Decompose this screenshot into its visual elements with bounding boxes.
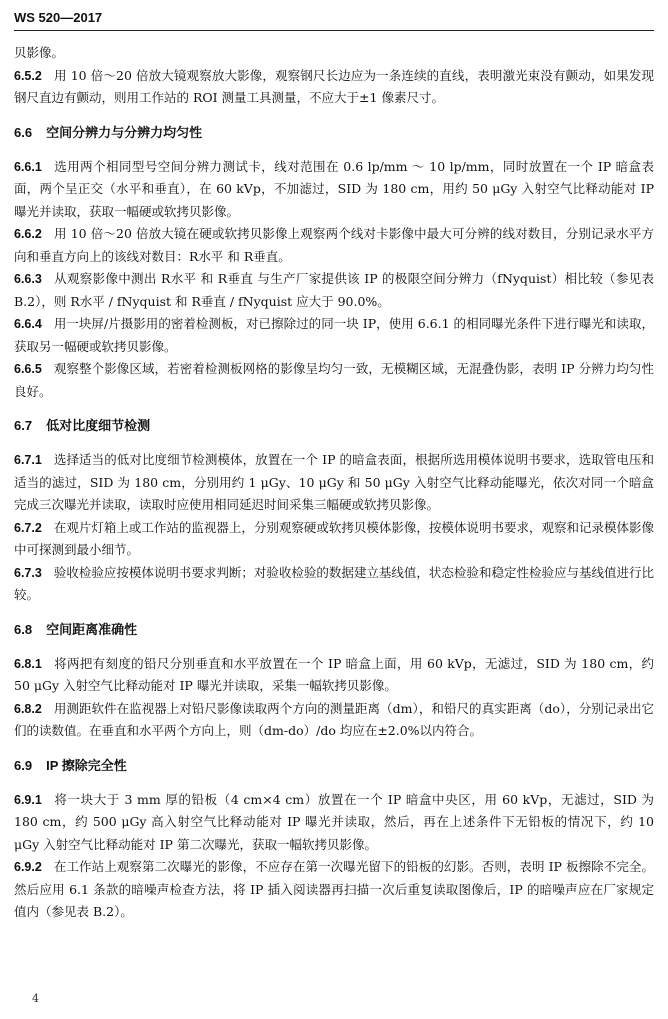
clause-paragraph [14, 358, 654, 403]
clause-paragraph [14, 517, 654, 562]
section-heading [14, 756, 654, 776]
clause-paragraph [14, 562, 654, 607]
clause-paragraph [14, 789, 654, 857]
clause-number: 6.9.1 [14, 792, 42, 807]
clause-number: 6.7.2 [14, 520, 42, 535]
clause-number: 6.8.2 [14, 701, 42, 716]
document-body [14, 42, 654, 924]
clause-text: 用测距软件在监视器上对铅尺影像读取两个方向的测量距离（dm），和铅尺的真实距离（do），分别记录出它们的读数值。在垂直和水平两个方向上，则（dm-do）/do 均应在±2.0%以内符合。 [14, 700, 654, 738]
clause-paragraph [14, 156, 654, 224]
clause-text: 用 10 倍～20 倍放大镜在硬或软拷贝影像上观察两个线对卡影像中最大可分辨的线对数目，分别记录水平方向和垂直方向上的该线对数目：R水平 和 R垂直。 [14, 226, 654, 264]
clause-text: 选用两个相同型号空间分辨力测试卡，线对范围在 0.6 lp/mm ～ 10 lp/mm，同时放置在一个 IP 暗盒表面，两个呈正交（水平和垂直），在 60 kVp，不加滤过，SID 为 180 cm，用约 50 μGy 入射空气比释动能对 IP 曝光并读取，获取一幅硬或软拷贝影像。 [14, 158, 654, 219]
clause-number: 6.8.1 [14, 656, 42, 671]
clause-number: 6.6.4 [14, 317, 42, 331]
clause-paragraph [14, 268, 654, 313]
clause-number: 6.9.2 [14, 860, 42, 874]
clause-paragraph [14, 653, 654, 698]
section-title: 空间分辨力与分辨力均匀性 [46, 124, 203, 140]
clause-number: 6.6.1 [14, 159, 42, 174]
clause-number: 6.6.5 [14, 362, 42, 376]
clause-paragraph [14, 856, 654, 924]
clause-paragraph [14, 313, 654, 358]
page-number: 4 [32, 992, 39, 1005]
clause-number: 6.6.3 [14, 272, 42, 286]
clause-text: 用一块屏/片摄影用的密着检测板，对已擦除过的同一块 IP，使用 6.6.1 的相同曝光条件下进行曝光和读取，获取另一幅硬或软拷贝影像。 [14, 316, 654, 354]
clause-text: 在工作站上观察第二次曝光的影像，不应存在第一次曝光留下的铅板的幻影。否则，表明 IP 板擦除不完全。然后应用 6.1 条款的暗噪声检查方法，将 IP 插入阅读器再扫描一次后重复读取图像后，IP 的暗噪声应在厂家规定值内（参见表 B.2）。 [14, 859, 654, 919]
clause-number: 6.7.3 [14, 565, 42, 580]
clause-text: 将一块大于 3 mm 厚的铅板（4 cm×4 cm）放置在一个 IP 暗盒中央区，用 60 kVp，无滤过，SID 为 180 cm，约 500 μGy 高入射空气比释动能对 IP 曝光并读取，然后，再在上述条件下无铅板的情况下，约 10 μGy 入射空气比释动能对 IP 第二次曝光，获取一幅软拷贝影像。 [14, 791, 654, 852]
clause-paragraph [14, 223, 654, 268]
clause-text: 在观片灯箱上或工作站的监视器上，分别观察硬或软拷贝模体影像，按模体说明书要求，观察和记录模体影像中可探测到最小细节。 [14, 519, 654, 557]
clause-text: 观察整个影像区域，若密着检测板网格的影像呈均匀一致，无模糊区域，无混叠伪影，表明 IP 分辨力均匀性良好。 [14, 361, 654, 399]
clause-text: 从观察影像中测出 R水平 和 R垂直 与生产厂家提供该 IP 的极限空间分辨力（fNyquist）相比较（参见表 B.2），则 R水平 / fNyquist 和 R垂直 / fNyquist 应大于 90.0%。 [14, 271, 654, 309]
section-heading [14, 416, 654, 436]
clause-number: 6.6.2 [14, 227, 42, 241]
clause-paragraph [14, 449, 654, 517]
clause-paragraph [14, 698, 654, 743]
clause-paragraph [14, 65, 654, 110]
section-number: 6.9 [14, 757, 33, 773]
clause-text: 将两把有刻度的铅尺分别垂直和水平放置在一个 IP 暗盒上面，用 60 kVp，无滤过，SID 为 180 cm，约 50 μGy 入射空气比释动能对 IP 曝光并读取，采集一幅软拷贝影像。 [14, 655, 654, 693]
clause-number: 6.7.1 [14, 453, 42, 467]
clause-text: 用 10 倍～20 倍放大镜观察放大影像，观察钢尺长边应为一条连续的直线，表明激光束没有颤动，如果发现钢尺直边有颤动，则用工作站的 ROI 测量工具测量，不应大于±1 像素尺寸。 [14, 67, 654, 105]
clause-text: 验收检验应按模体说明书要求判断；对验收检验的数据建立基线值，状态检验和稳定性检验应与基线值进行比较。 [14, 564, 654, 602]
clause-number: 6.5.2 [14, 68, 42, 83]
clause-text: 贝影像。 [14, 45, 65, 60]
section-number: 6.7 [14, 418, 33, 433]
header-rule [14, 30, 654, 31]
section-number: 6.6 [14, 124, 33, 140]
section-title: 空间距离准确性 [46, 621, 138, 637]
section-title: IP 擦除完全性 [46, 757, 127, 773]
section-heading [14, 123, 654, 143]
clause-text: 选择适当的低对比度细节检测模体，放置在一个 IP 的暗盒表面，根据所选用模体说明书要求，选取管电压和适当的滤过，SID 为 180 cm，分别用约 1 μGy、10 μGy 和 50 μGy 入射空气比释动能曝光，依次对同一个暗盒完成三次曝光并读取，读取时应使用相同延迟时间采集三幅硬或软拷贝影像。 [14, 452, 654, 512]
section-number: 6.8 [14, 621, 33, 637]
section-title: 低对比度细节检测 [46, 418, 151, 433]
section-heading [14, 620, 654, 640]
standard-code-header: WS 520—2017 [14, 10, 103, 25]
clause-paragraph [14, 42, 654, 65]
